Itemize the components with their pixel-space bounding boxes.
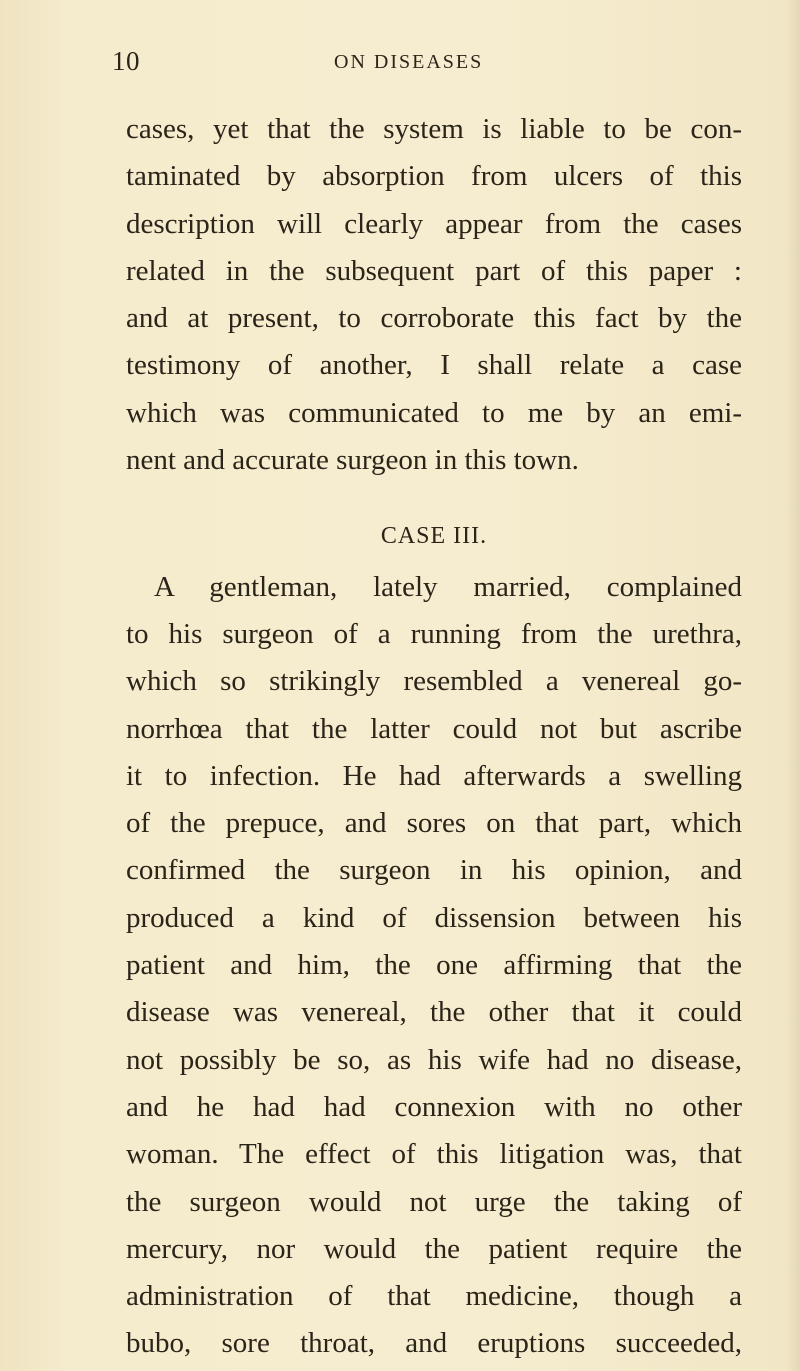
page-number: 10	[112, 46, 140, 76]
text-line: which so strikingly resembled a venereal go-	[126, 665, 742, 698]
text-line: and at present, to corroborate this fact by the	[126, 302, 742, 335]
case-heading: CASE III.	[380, 523, 488, 550]
text-line: testimony of another, I shall relate a case	[126, 349, 742, 382]
text-line: the surgeon would not urge the taking of	[126, 1185, 742, 1218]
text-line: bubo, sore throat, and eruptions succeeded,	[126, 1327, 742, 1360]
text-line: to his surgeon of a running from the urethra,	[126, 617, 742, 650]
text-line: which was communicated to me by an emi-	[126, 396, 742, 429]
text-line: woman. The effect of this litigation was, that	[126, 1138, 742, 1171]
text-line: patient and him, the one affirming that the	[126, 949, 742, 982]
text-line: and he had had connexion with no other	[126, 1090, 742, 1123]
text-line: confirmed the surgeon in his opinion, and	[126, 854, 742, 887]
text-line: A gentleman, lately married, complained	[154, 570, 742, 603]
text-line: it to infection. He had afterwards a swelling	[126, 759, 742, 792]
text-line: not possibly be so, as his wife had no disease,	[126, 1043, 742, 1076]
paragraph-case	[126, 564, 742, 1368]
text-line: of the prepuce, and sores on that part, which	[126, 807, 742, 840]
body-text	[126, 106, 742, 1368]
text-line: related in the subsequent part of this paper :	[126, 254, 742, 287]
text-line: produced a kind of dissension between his	[126, 901, 742, 934]
text-line: administration of that medicine, though a	[126, 1280, 742, 1313]
text-line: taminated by absorption from ulcers of this	[126, 160, 742, 193]
text-line: disease was venereal, the other that it could	[126, 996, 742, 1029]
page-header	[0, 46, 800, 80]
text-line: cases, yet that the system is liable to be con-	[126, 113, 742, 145]
page-edge-shadow	[786, 0, 800, 1371]
paragraph-intro	[126, 106, 742, 484]
text-line: mercury, nor would the patient require the	[126, 1232, 742, 1265]
text-line: description will clearly appear from the cases	[126, 207, 742, 240]
running-head: ON DISEASES	[334, 51, 484, 73]
text-line: nent and accurate surgeon in this town.	[126, 444, 579, 477]
text-line: norrhœa that the latter could not but ascribe	[126, 712, 742, 745]
